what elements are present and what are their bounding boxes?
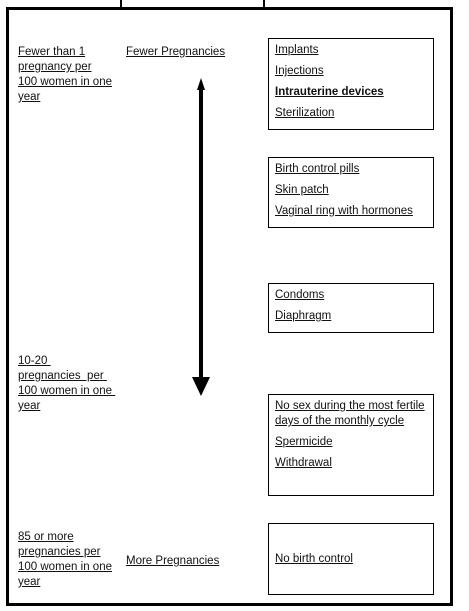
method-item: Skin patch — [275, 184, 329, 196]
method-group-5 — [268, 523, 434, 595]
effectiveness-label-low: 85 or more pregnancies per 100 women in one year — [18, 531, 112, 588]
method-item: Sterilization — [275, 107, 335, 119]
method-item: Spermicide — [275, 436, 333, 448]
double-arrow-icon — [192, 78, 210, 398]
method-item: Withdrawal — [275, 457, 332, 469]
method-item: Vaginal ring with hormones — [275, 205, 413, 217]
method-item: Injections — [275, 65, 324, 77]
method-item: Diaphragm — [275, 310, 332, 322]
scale-label-top: Fewer Pregnancies — [126, 46, 226, 58]
effectiveness-label-high: Fewer than 1 pregnancy per 100 women in one year — [18, 46, 112, 103]
method-group-1 — [268, 38, 434, 130]
method-item: Birth control pills — [275, 163, 360, 175]
method-item: Condoms — [275, 289, 325, 301]
method-group-4 — [268, 394, 434, 496]
effectiveness-label-mid: 10-20 pregnancies per 100 women in one year — [18, 355, 116, 412]
method-group-3 — [268, 283, 434, 333]
method-item: No sex during the most fertile days of the monthly cycle — [275, 400, 425, 427]
scale-label-bottom: More Pregnancies — [126, 555, 220, 567]
method-item: No birth control — [275, 552, 353, 565]
method-group-2 — [268, 157, 434, 228]
method-item: Intrauterine devices — [275, 86, 384, 98]
method-item: Implants — [275, 44, 319, 56]
